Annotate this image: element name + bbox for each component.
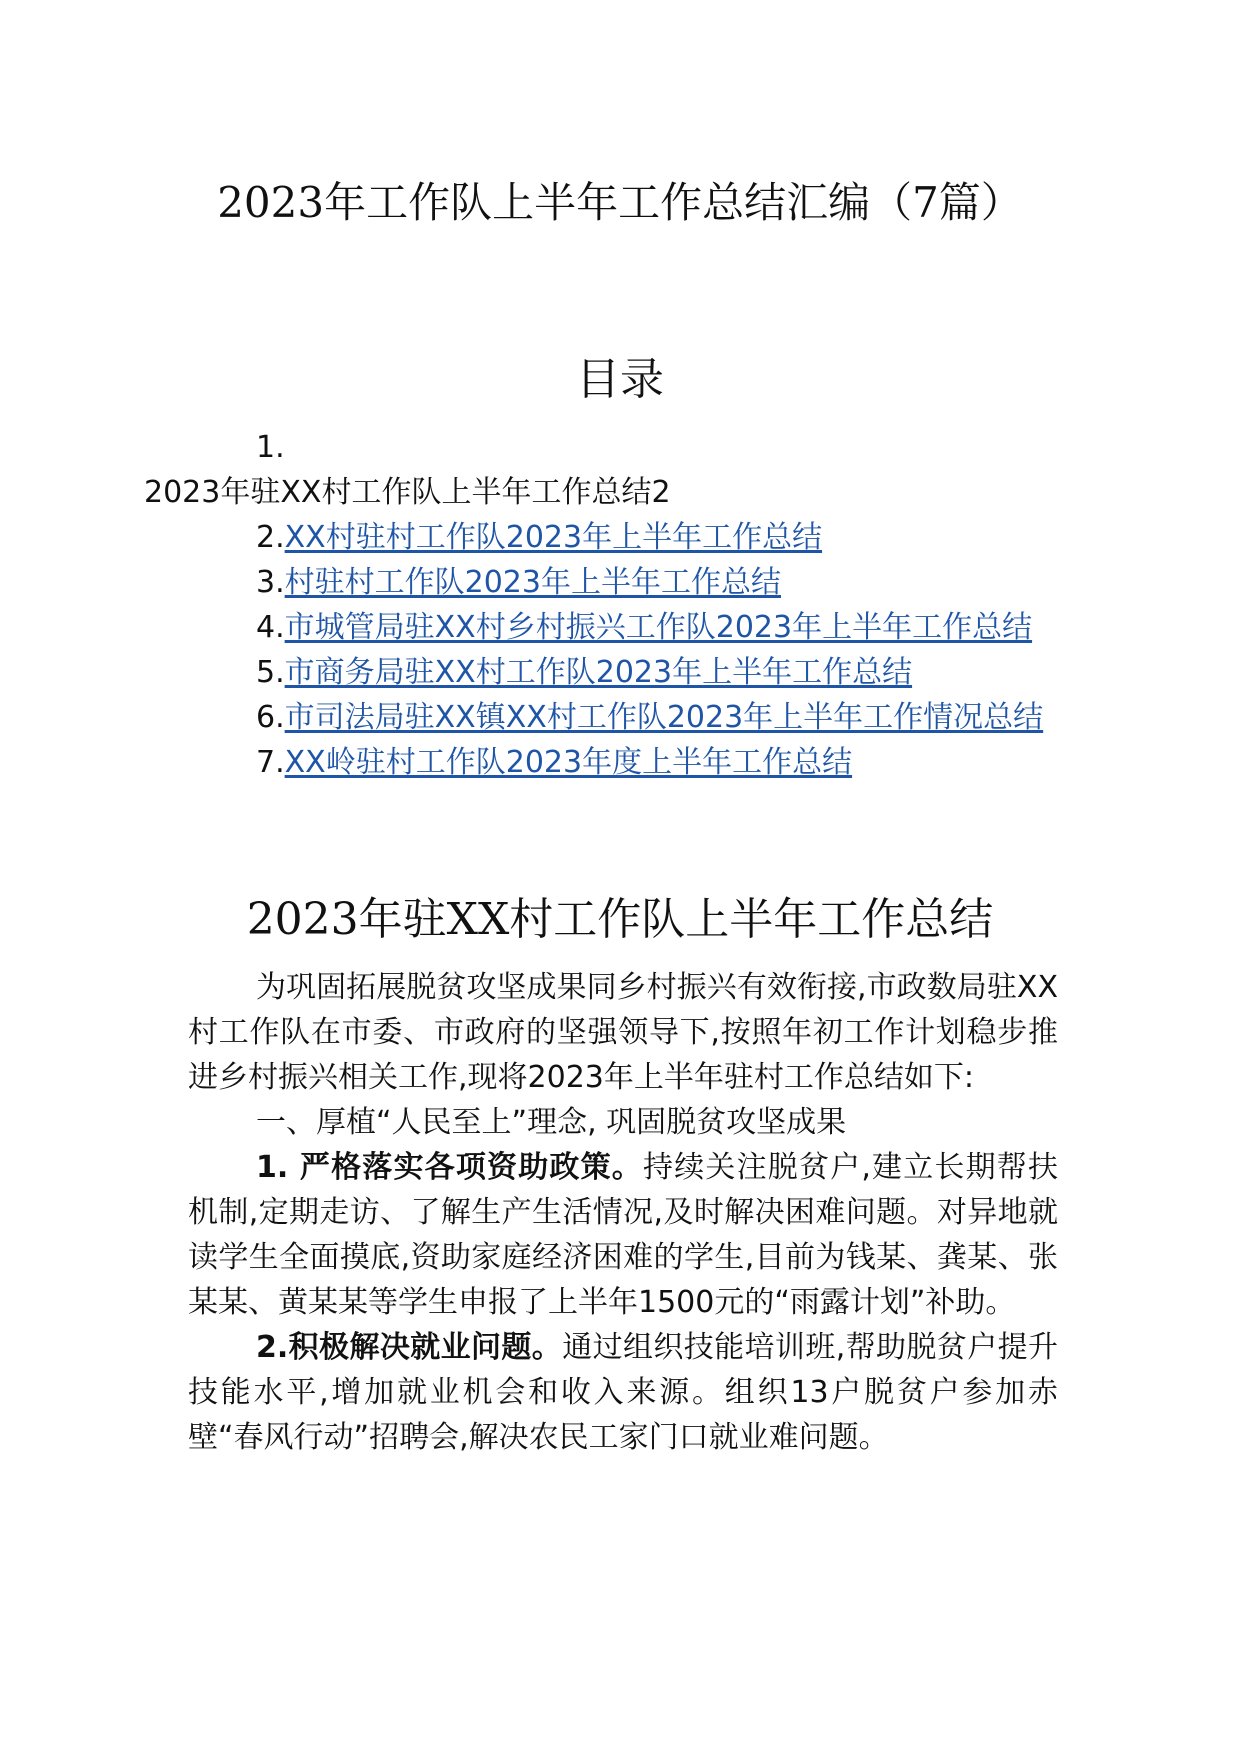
- toc-item-number: 5.: [256, 655, 285, 690]
- toc-item-text[interactable]: 2023年驻XX村工作队上半年工作总结2: [144, 475, 671, 510]
- toc-item-5[interactable]: [188, 650, 1058, 695]
- toc-item-number: 1.: [256, 430, 285, 465]
- document-title: 2023年工作队上半年工作总结汇编（7篇）: [217, 178, 1023, 227]
- toc-item-1[interactable]: [144, 425, 1058, 515]
- paragraph-1-lead: 1. 严格落实各项资助政策。: [256, 1150, 643, 1185]
- paragraph-2-text: 通过组织技能培训班,帮助脱贫户提升技能水平,增加就业机会和收入来源。组织13户脱贫户参加赤壁“春风行动”招聘会,解决农民工家门口就业难问题。: [188, 1330, 1058, 1455]
- toc-item-number: 2.: [256, 520, 285, 555]
- toc-item-number: 7.: [256, 745, 285, 780]
- section-title: 2023年驻XX村工作队上半年工作总结: [246, 894, 994, 945]
- toc-item-number: 4.: [256, 610, 285, 645]
- toc-item-2[interactable]: [188, 515, 1058, 560]
- toc-item-3[interactable]: [188, 560, 1058, 605]
- subheading-1: 一、厚植“人民至上”理念, 巩固脱贫攻坚成果: [256, 1105, 847, 1140]
- toc-link-2[interactable]: XX村驻村工作队2023年上半年工作总结: [284, 520, 823, 555]
- paragraph-2: [188, 1325, 1058, 1460]
- toc-link-6[interactable]: 市司法局驻XX镇XX村工作队2023年上半年工作情况总结: [284, 700, 1044, 735]
- toc-item-6[interactable]: [188, 695, 1058, 740]
- table-of-contents: [144, 425, 1058, 785]
- paragraph-2-lead: 2.积极解决就业问题。: [256, 1330, 563, 1365]
- document-body: [188, 965, 1058, 1460]
- toc-item-4[interactable]: [188, 605, 1058, 650]
- toc-link-3[interactable]: 村驻村工作队2023年上半年工作总结: [284, 565, 781, 600]
- paragraph-1-text: 持续关注脱贫户,建立长期帮扶机制,定期走访、了解生产生活情况,及时解决困难问题。对异地就读学生全面摸底,资助家庭经济困难的学生,目前为钱某、龚某、张某某、黄某某等学生申报了上半年1500元的“雨露计划”补助。: [188, 1150, 1058, 1320]
- toc-link-4[interactable]: 市城管局驻XX村乡村振兴工作队2023年上半年工作总结: [284, 610, 1033, 645]
- toc-link-5[interactable]: 市商务局驻XX村工作队2023年上半年工作总结: [284, 655, 913, 690]
- toc-link-7[interactable]: XX岭驻村工作队2023年度上半年工作总结: [284, 745, 853, 780]
- toc-item-number: 6.: [256, 700, 285, 735]
- toc-heading: 目录: [576, 354, 664, 405]
- intro-paragraph: 为巩固拓展脱贫攻坚成果同乡村振兴有效衔接,市政数局驻XX村工作队在市委、市政府的坚强领导下,按照年初工作计划稳步推进乡村振兴相关工作,现将2023年上半年驻村工作总结如下:: [188, 970, 1058, 1095]
- toc-item-number: 3.: [256, 565, 285, 600]
- toc-item-7[interactable]: [188, 740, 1058, 785]
- paragraph-1: [188, 1145, 1058, 1325]
